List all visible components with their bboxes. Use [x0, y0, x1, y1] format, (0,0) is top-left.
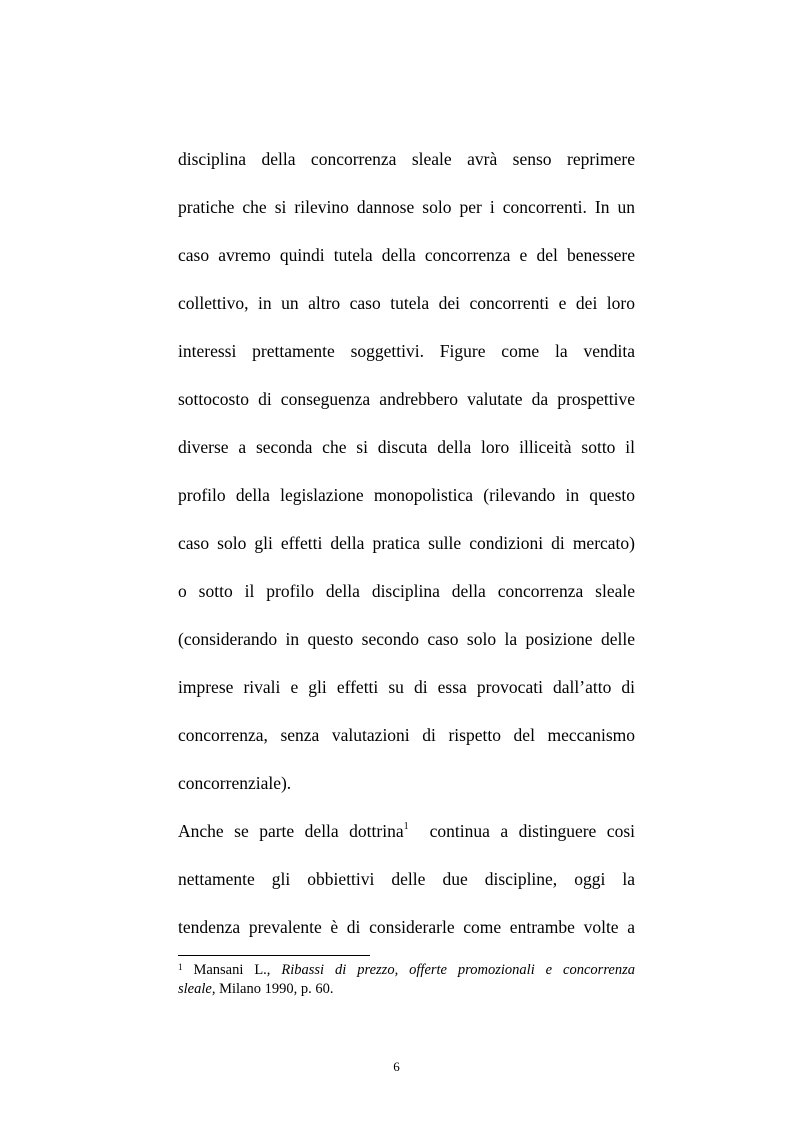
body-line: caso solo gli effetti della pratica sulle condizioni di mercato)	[178, 533, 635, 553]
body-line: pratiche che si rilevino dannose solo per i concorrenti. In un	[178, 197, 635, 217]
body-line: nettamente gli obbiettivi delle due discipline, oggi la	[178, 869, 635, 889]
body-line: (considerando in questo secondo caso solo la posizione delle	[178, 629, 635, 649]
footnote-line	[178, 961, 635, 979]
body-line: diverse a seconda che si discuta della loro illiceità sotto il	[178, 437, 635, 457]
footnote-line	[178, 980, 635, 998]
body-line: collettivo, in un altro caso tutela dei concorrenti e dei loro	[178, 293, 635, 313]
body-line: imprese rivali e gli effetti su di essa provocati dall’atto di	[178, 677, 635, 697]
body-line: concorrenziale).	[178, 773, 292, 793]
body-line: sottocosto di conseguenza andrebbero valutate da prospettive	[178, 389, 635, 409]
body-text: Anche se parte della dottrina	[178, 821, 404, 841]
body-line: profilo della legislazione monopolistica (rilevando in questo	[178, 485, 635, 505]
footnote-ref[interactable]: 1	[403, 821, 409, 832]
body-text: continua a distinguere cosi	[408, 821, 635, 841]
footnote-separator	[178, 955, 370, 956]
body-line: concorrenza, senza valutazioni di rispetto del meccanismo	[178, 725, 635, 745]
footnote-title: Ribassi di prezzo, offerte promozionali e concorrenza	[281, 962, 635, 978]
footnote-marker: 1	[178, 962, 183, 972]
footnote-title: sleale,	[178, 981, 216, 997]
body-line: tendenza prevalente è di considerarle come entrambe volte a	[178, 917, 635, 937]
body-line: caso avremo quindi tutela della concorrenza e del benessere	[178, 245, 635, 265]
footnote-rest: Milano 1990, p. 60.	[215, 981, 334, 997]
body-line: disciplina della concorrenza sleale avrà senso reprimere	[178, 149, 635, 169]
body-line: interessi prettamente soggettivi. Figure come la vendita	[178, 341, 635, 361]
footnote-author: Mansani L.,	[182, 962, 282, 978]
body-line	[178, 819, 635, 843]
body-line: o sotto il profilo della disciplina della concorrenza sleale	[178, 581, 635, 601]
page-number: 6	[393, 1059, 400, 1074]
